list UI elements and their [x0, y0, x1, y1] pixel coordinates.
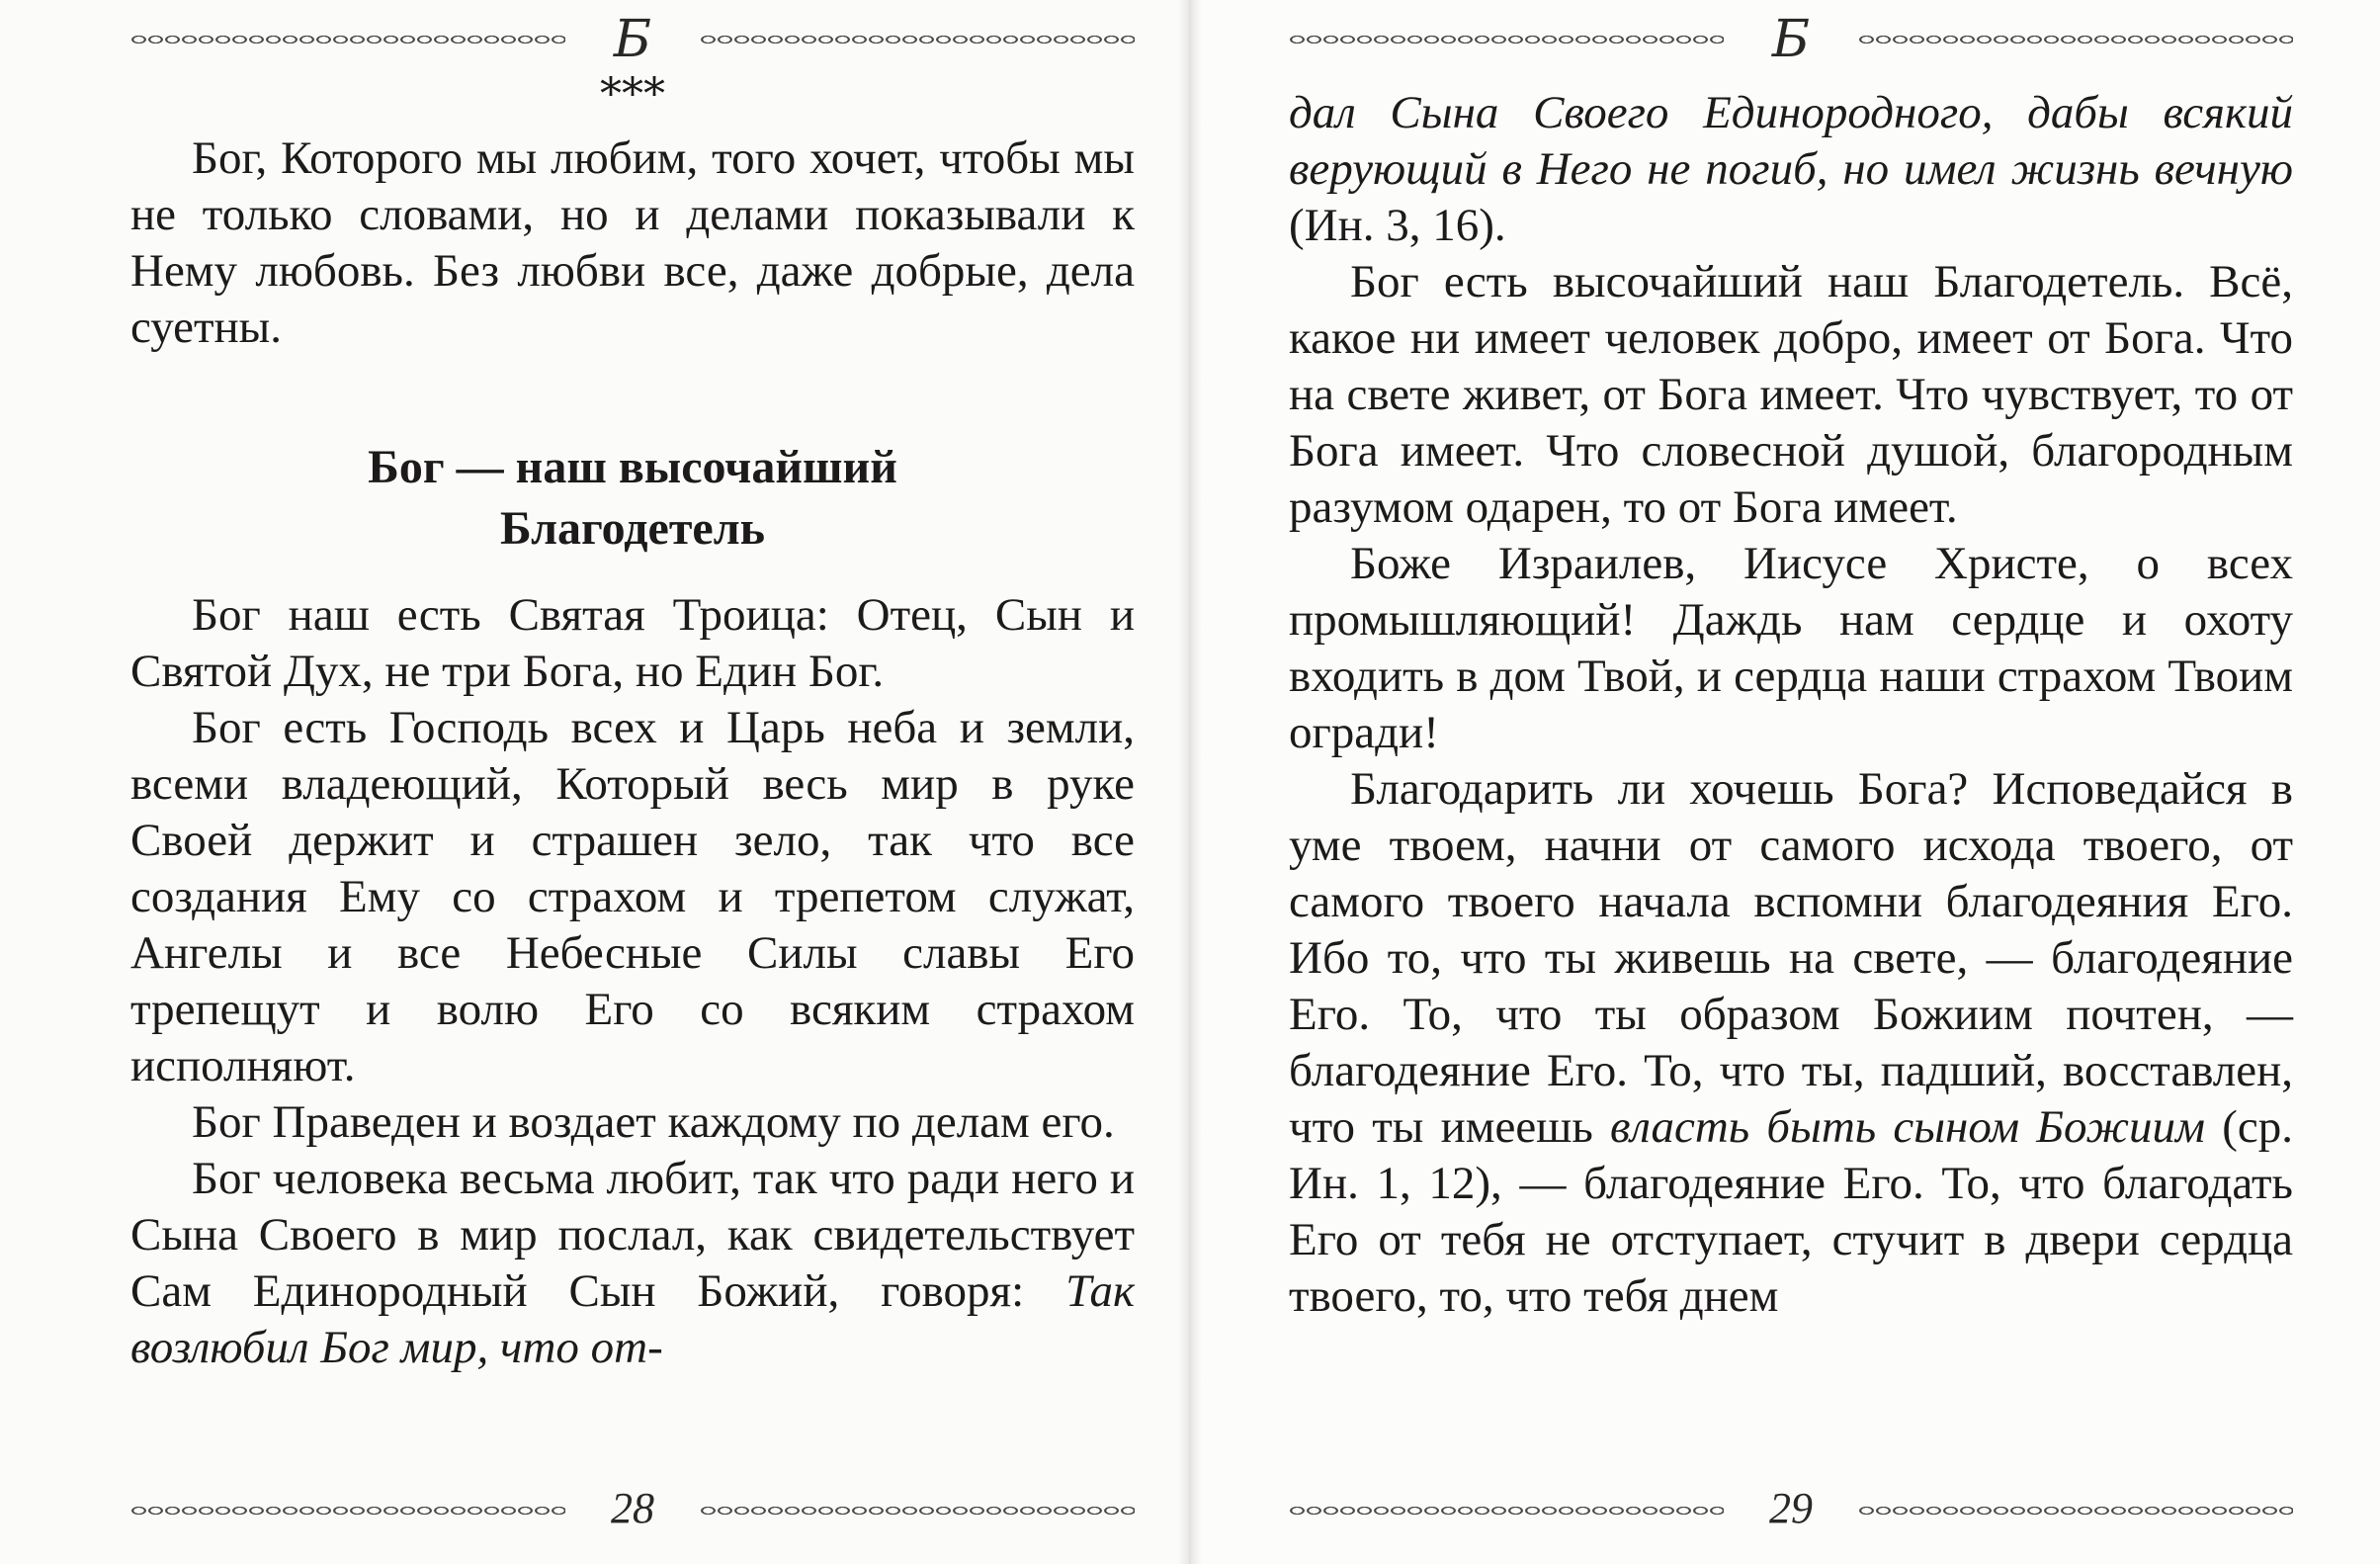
left-page-number: 28	[611, 1484, 654, 1532]
right-paragraph-4-text-1: Благодарить ли хочешь Бога? Исповедайся в уме твоем, начни от самого исхода твоего, от самого твоего начала вспомни благодеяния Его. Ибо то, что ты живешь на свете, — благодеяние Его. То, что ты образом Божиим почтен, — благодеяние Его. То, что ты, падший, восставлен, что ты имеешь	[1289, 763, 2293, 1153]
right-page	[1190, 0, 2380, 1564]
right-footer-ornament	[1289, 1484, 2293, 1532]
section-heading-line-2: Благодетель	[499, 502, 766, 555]
scripture-quote-inline: власть быть сыном Божиим	[1610, 1101, 2206, 1153]
left-header-letter: Б	[613, 10, 652, 69]
ornament-line	[1858, 1503, 2293, 1519]
left-paragraph-3: Бог есть Господь всех и Царь неба и земли, всеми владеющий, Который весь мир в руке Своей держит и страшен зело, так что все создания Ему со страхом и трепетом служат, Ангелы и все Небесные Силы славы Его трепещут и волю Его со всяким страхом исполняют.	[130, 702, 1135, 1091]
ornament-line	[1289, 1503, 1724, 1519]
right-paragraph-4	[1289, 761, 2293, 1325]
book-gutter	[1178, 0, 1202, 1564]
left-paragraph-5	[130, 1151, 1135, 1376]
section-heading-line-1: Бог — наш высочайший	[368, 441, 897, 493]
left-paragraph-5-text: Бог человека весьма любит, так что ради него и Сына Своего в мир послал, как свидетельствует Сам Единородный Сын Божий, говоря:	[130, 1153, 1135, 1317]
ornament-line	[1289, 32, 1724, 47]
right-header-ornament	[1289, 10, 2293, 69]
ornament-line	[130, 32, 565, 47]
scripture-reference: (Ин. 3, 16).	[1289, 200, 1506, 251]
right-paragraph-1	[1289, 85, 2293, 254]
section-heading	[130, 437, 1135, 560]
right-page-body	[1289, 85, 2293, 1325]
left-paragraph-2: Бог наш есть Святая Троица: Отец, Сын и Святой Дух, не три Бога, но Един Бог.	[130, 589, 1135, 697]
right-paragraph-4-text-2: (ср. Ин. 1, 12), — благодеяние Его. То, что благодать Его от тебя не отступает, стучит в двери сердца твоего, то, что тебя днем	[1289, 1101, 2294, 1322]
ornament-line	[700, 32, 1135, 47]
right-paragraph-2: Бог есть высочайший наш Благодетель. Всё, какое ни имеет человек добро, имеет от Бога. Что на свете живет, от Бога имеет. Что чувствует, то от Бога имеет. Что словесной душой, благородным разумом одарен, то от Бога имеет.	[1289, 256, 2293, 533]
left-header-ornament	[130, 10, 1135, 69]
left-footer-ornament	[130, 1484, 1135, 1532]
left-paragraph-1: Бог, Которого мы любим, того хочет, чтобы мы не только словами, но и делами показывали к Нему любовь. Без любви все, даже добрые, дела суетны.	[130, 132, 1135, 353]
scripture-quote-end: дал Сына Своего Единородного, дабы всякий верующий в Него не погиб, но имел жизнь вечную	[1289, 87, 2293, 195]
ornament-line	[700, 1503, 1135, 1519]
left-paragraph-4: Бог Праведен и воздает каждому по делам его.	[192, 1096, 1115, 1148]
left-page-body	[130, 130, 1135, 1376]
scripture-quote-start: Так возлюбил Бог мир, что от-	[130, 1265, 1135, 1373]
ornament-line	[1858, 32, 2293, 47]
right-page-number: 29	[1769, 1484, 1813, 1532]
right-header-letter: Б	[1771, 10, 1811, 69]
right-paragraph-3: Боже Израилев, Иисусе Христе, о всех промышляющий! Даждь нам сердце и охоту входить в дом Твой, и сердца наши страхом Твоим огради!	[1289, 538, 2293, 758]
ornament-line	[130, 1503, 565, 1519]
section-separator-stars: ***	[600, 69, 665, 120]
